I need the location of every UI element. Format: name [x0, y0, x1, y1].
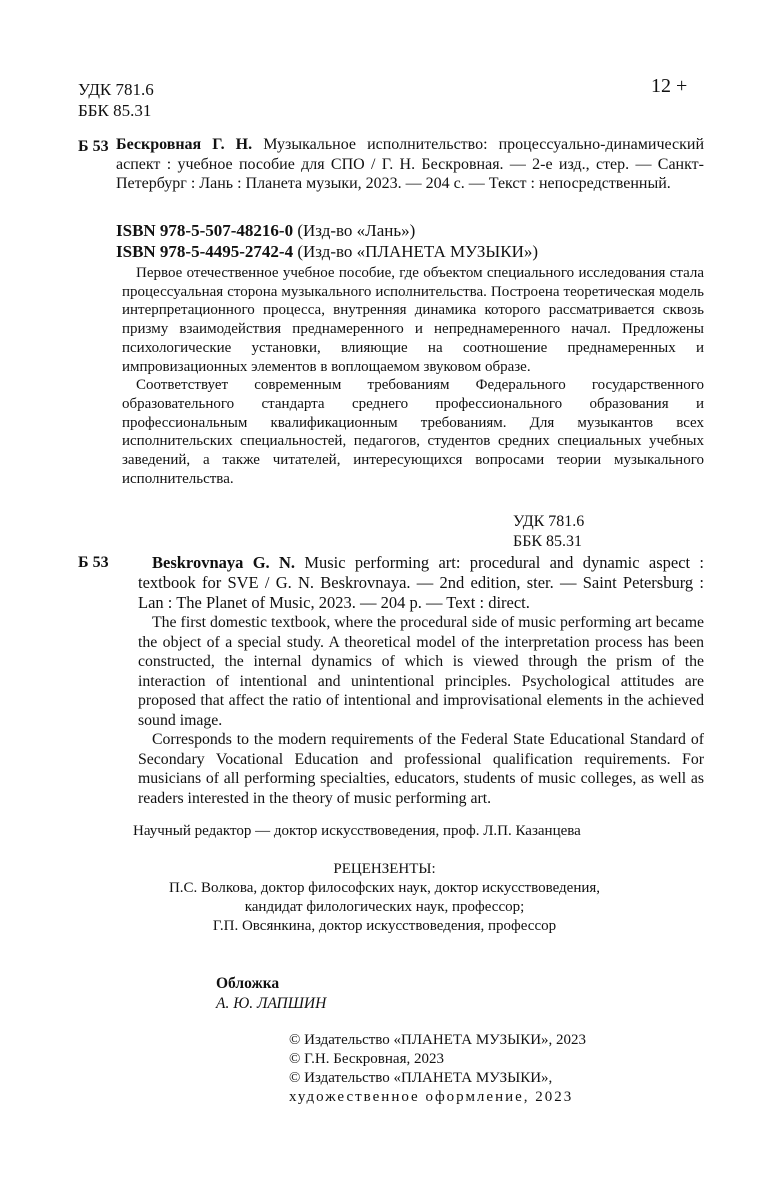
- cover-credit: [216, 974, 326, 1013]
- ru-author: Бескровная Г. Н.: [116, 136, 253, 153]
- reviewers-heading: РЕЦЕНЗЕНТЫ:: [333, 861, 436, 877]
- ru-annotation-p1: Первое отечественное учебное пособие, где объектом специального исследования стала процессуальная сторона музыкального исполнительства. Построена теоретическая модель интерпретационного процесса, внутренняя динамика которого рассматривается сквозь призму взаимодействия преднамеренного и непреднамеренного начал. Предложены психологические установки, влияющие на соотношение преднамеренных и импровизационных элементов в воплощаемом звуковом образе.: [122, 265, 704, 375]
- age-rating: 12 +: [651, 75, 688, 97]
- copyright-line-2: © Г.Н. Бескровная, 2023: [289, 1051, 444, 1067]
- copyright-line-3: © Издательство «ПЛАНЕТА МУЗЫКИ»,: [289, 1070, 553, 1086]
- copyright-line-1: © Издательство «ПЛАНЕТА МУЗЫКИ», 2023: [289, 1032, 587, 1048]
- ru-citation-text: Музыкальное исполнительство: процессуально-динамический аспект : учебное пособие для СПО / Г. Н. Бескровная. — 2-е изд., стер. — Санкт-Петербург : Лань : Планета музыки, 2023. — 204 с. — Текст : непосредственный.: [116, 136, 705, 192]
- ru-annotation: [122, 264, 704, 488]
- classification-codes: [78, 79, 154, 121]
- copyright-block: [289, 1031, 586, 1107]
- ru-author-index: Б 53: [78, 138, 109, 155]
- udk-code: УДК 781.6: [78, 80, 154, 99]
- cover-label: Обложка: [216, 975, 280, 992]
- reviewer-line-3: Г.П. Овсянкина, доктор искусствоведения, профессор: [212, 918, 557, 934]
- classification-codes-bottom: [513, 512, 584, 552]
- udk-code-bottom: УДК 781.6: [513, 513, 585, 530]
- reviewer-line-1: П.С. Волкова, доктор философских наук, доктор искусствоведения,: [168, 880, 601, 896]
- isbn-planet: [116, 241, 538, 262]
- isbn-planet-number: ISBN 978-5-4495-2742-4: [116, 242, 294, 261]
- ru-citation: [116, 135, 704, 194]
- en-author: Beskrovnaya G. N.: [152, 553, 296, 572]
- en-author-index: Б 53: [78, 554, 109, 571]
- en-annotation: [138, 613, 704, 808]
- isbn-lan-publisher: (Изд-во «Лань»): [297, 221, 416, 240]
- bbk-code-bottom: ББК 85.31: [513, 533, 583, 550]
- reviewer-line-2: кандидат филологических наук, профессор;: [244, 899, 525, 915]
- ru-annotation-p2: Соответствует современным требованиям Федерального государственного образовательного стандарта среднего профессионального образования и профессиональным квалификационным требованиям. Для музыкантов всех исполнительских специальностей, педагогов, студентов средних специальных учебных заведений, а также читателей, интересующихся вопросами теории музыкального исполнительства.: [122, 377, 704, 487]
- scientific-editor: Научный редактор — доктор искусствоведения, проф. Л.П. Казанцева: [133, 823, 581, 839]
- isbn-lan: [116, 220, 415, 241]
- en-citation: [138, 553, 704, 613]
- reviewers-block: [0, 860, 769, 936]
- bbk-code: ББК 85.31: [78, 101, 152, 120]
- isbn-planet-publisher: (Изд-во «ПЛАНЕТА МУЗЫКИ»): [297, 242, 539, 261]
- en-annotation-p2: Corresponds to the modern requirements of the Federal State Educational Standard of Secondary Vocational Education and professional qualification requirements. For musicians of all performing specialties, educators, students of music colleges, as well as readers interested in the theory of music performing art.: [138, 731, 704, 807]
- en-annotation-p1: The first domestic textbook, where the procedural side of music performing art became the object of a special study. A theoretical model of the interpretation process has been constructed, the internal dynamics of which is viewed through the prism of the interaction of intentional and unintentional principles. Psychological attitudes are proposed that affect the ratio of intentional and improvisational elements in the achieved sound image.: [138, 614, 704, 729]
- cover-artist: А. Ю. ЛАПШИН: [216, 994, 327, 1012]
- isbn-lan-number: ISBN 978-5-507-48216-0: [116, 221, 294, 240]
- copyright-line-4: художественное оформление, 2023: [289, 1089, 574, 1105]
- en-citation-text: Music performing art: procedural and dynamic aspect : textbook for SVE / G. N. Beskrovnaya. — 2nd edition, ster. — Saint Petersburg : Lan : The Planet of Music, 2023. — 204 p. — Text : direct.: [138, 553, 704, 612]
